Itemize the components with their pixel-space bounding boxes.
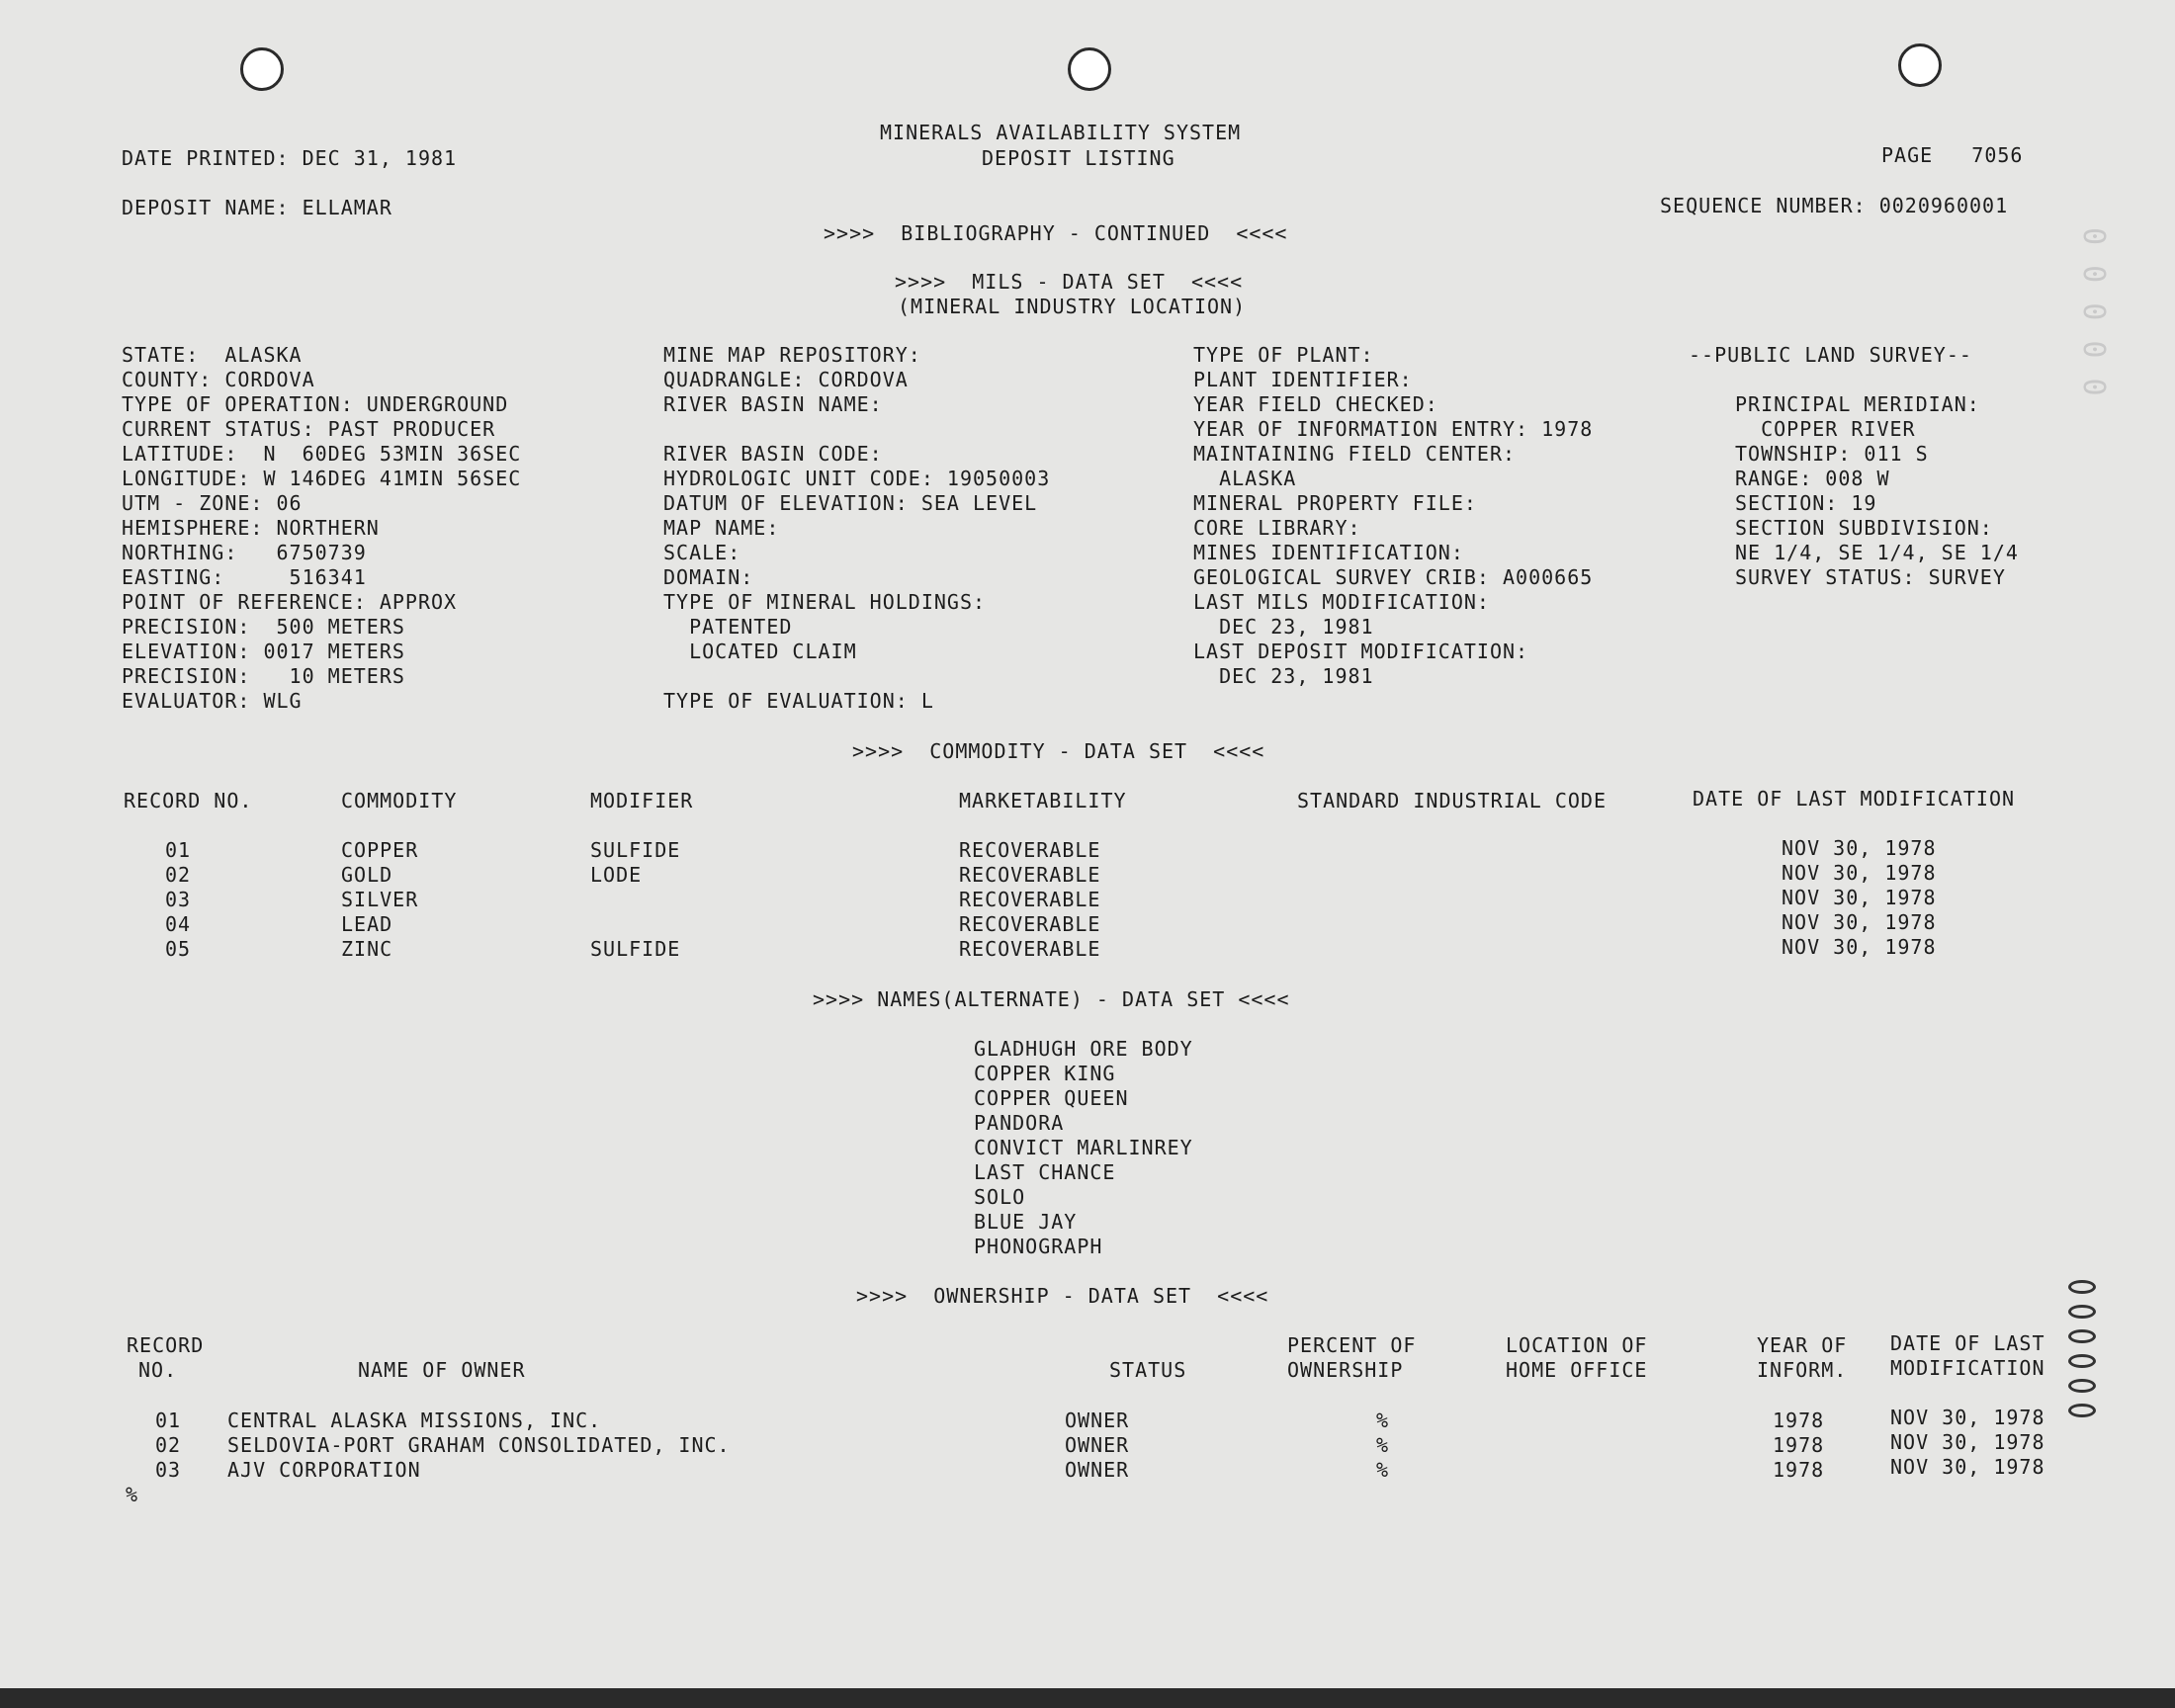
table-cell: CENTRAL ALASKA MISSIONS, INC. [227, 1409, 602, 1432]
mils-line: RIVER BASIN CODE: [663, 442, 883, 466]
survey-line: RANGE: 008 W [1735, 467, 1890, 490]
mils-line [663, 417, 1050, 442]
survey-line: SECTION SUBDIVISION: [1735, 516, 1993, 540]
mils-line: RIVER BASIN NAME: [663, 392, 883, 416]
mils-line: STATE: ALASKA [122, 343, 303, 367]
table-cell: NOV 30, 1978 [1782, 910, 1937, 934]
ownership-date-column [1890, 1406, 2045, 1480]
system-title: MINERALS AVAILABILITY SYSTEM [880, 121, 1242, 144]
table-cell: AJV CORPORATION [227, 1458, 421, 1482]
table-cell: 03 [155, 1458, 182, 1482]
mils-line: YEAR OF INFORMATION ENTRY: 1978 [1193, 417, 1594, 441]
table-cell: NOV 30, 1978 [1782, 861, 1937, 885]
table-cell: NOV 30, 1978 [1782, 935, 1937, 959]
mils-line: PRECISION: 10 METERS [122, 664, 405, 688]
table-cell: 04 [165, 912, 192, 936]
ownership-name-column [227, 1409, 731, 1483]
table-cell: NOV 30, 1978 [1890, 1406, 2045, 1429]
mils-line [663, 664, 1050, 689]
table-cell: 1978 [1773, 1409, 1825, 1432]
mils-line: COUNTY: CORDOVA [122, 368, 315, 391]
mils-line: HYDROLOGIC UNIT CODE: 19050003 [663, 467, 1051, 490]
names-heading: >>>> NAMES(ALTERNATE) - DATA SET <<<< [813, 987, 1290, 1011]
mils-subheading: (MINERAL INDUSTRY LOCATION) [898, 295, 1247, 318]
table-cell: RECOVERABLE [959, 912, 1101, 936]
mils-line: PRECISION: 500 METERS [122, 615, 405, 639]
ownership-header-no: NO. [138, 1358, 178, 1382]
table-cell: 02 [155, 1433, 182, 1457]
table-cell: 1978 [1773, 1458, 1825, 1482]
footer-percent-mark: % [126, 1483, 139, 1506]
table-cell: RECOVERABLE [959, 888, 1101, 911]
mils-line: PLANT IDENTIFIER: [1193, 368, 1413, 391]
table-cell: COPPER [341, 838, 419, 862]
list-item: CONVICT MARLINREY [974, 1136, 1193, 1159]
punch-hole-right [1898, 43, 1942, 87]
commodity-header-modifier: MODIFIER [590, 789, 694, 812]
list-item: COPPER KING [974, 1062, 1116, 1085]
commodity-record-column [165, 838, 191, 962]
mils-line: MINES IDENTIFICATION: [1193, 541, 1464, 564]
survey-line: TOWNSHIP: 011 S [1735, 442, 1929, 466]
punch-hole-left [240, 47, 284, 91]
bibliography-heading: >>>> BIBLIOGRAPHY - CONTINUED <<<< [824, 221, 1288, 245]
ownership-record-column [155, 1409, 181, 1483]
mils-line: TYPE OF MINERAL HOLDINGS: [663, 590, 987, 614]
table-cell: NOV 30, 1978 [1890, 1430, 2045, 1454]
table-cell: NOV 30, 1978 [1782, 886, 1937, 909]
list-item: PANDORA [974, 1111, 1065, 1135]
ownership-header-name: NAME OF OWNER [358, 1358, 526, 1382]
mils-line: MAINTAINING FIELD CENTER: [1193, 442, 1517, 466]
mils-line: YEAR FIELD CHECKED: [1193, 392, 1438, 416]
table-cell: 1978 [1773, 1433, 1825, 1457]
mils-line: LATITUDE: N 60DEG 53MIN 36SEC [122, 442, 522, 466]
mils-line: SCALE: [663, 541, 741, 564]
table-cell: NOV 30, 1978 [1890, 1455, 2045, 1479]
mils-line: DEC 23, 1981 [1193, 664, 1374, 688]
table-cell [590, 912, 680, 937]
margin-ink-mark [2068, 1305, 2096, 1319]
table-cell: RECOVERABLE [959, 863, 1101, 887]
list-item: COPPER QUEEN [974, 1086, 1129, 1110]
table-cell: ZINC [341, 937, 393, 961]
margin-ink-mark [2068, 1354, 2096, 1368]
ownership-header-date: DATE OF LAST [1890, 1331, 2045, 1355]
mils-line: DEC 23, 1981 [1193, 615, 1374, 639]
mils-line: CORE LIBRARY: [1193, 516, 1361, 540]
margin-ink-mark [2068, 1404, 2096, 1417]
ownership-header-year: YEAR OF [1757, 1333, 1848, 1357]
table-cell: OWNER [1065, 1458, 1130, 1482]
commodity-name-column [341, 838, 418, 962]
table-cell: LEAD [341, 912, 393, 936]
mils-line: TYPE OF EVALUATION: L [663, 689, 934, 713]
survey-line: PRINCIPAL MERIDIAN: [1735, 392, 1980, 416]
table-cell: GOLD [341, 863, 393, 887]
mils-line: LONGITUDE: W 146DEG 41MIN 56SEC [122, 467, 522, 490]
ownership-header-office: HOME OFFICE [1506, 1358, 1648, 1382]
table-cell: 03 [165, 888, 192, 911]
table-cell: 02 [165, 863, 192, 887]
page-number: PAGE 7056 [1881, 143, 2024, 167]
list-item: PHONOGRAPH [974, 1235, 1103, 1258]
ownership-percent-column [1376, 1409, 1389, 1483]
mils-heading: >>>> MILS - DATA SET <<<< [895, 270, 1244, 294]
list-item: BLUE JAY [974, 1210, 1078, 1234]
ownership-year-column [1773, 1409, 1824, 1483]
mils-line: GEOLOGICAL SURVEY CRIB: A000665 [1193, 565, 1594, 589]
commodity-heading: >>>> COMMODITY - DATA SET <<<< [852, 739, 1265, 763]
mils-line: DATUM OF ELEVATION: SEA LEVEL [663, 491, 1038, 515]
mils-line: POINT OF REFERENCE: APPROX [122, 590, 458, 614]
survey-line: NE 1/4, SE 1/4, SE 1/4 [1735, 541, 2019, 564]
ownership-header-ownership: OWNERSHIP [1287, 1358, 1404, 1382]
ownership-header-inform: INFORM. [1757, 1358, 1848, 1382]
ownership-header-percent: PERCENT OF [1287, 1333, 1417, 1357]
ownership-status-column [1065, 1409, 1129, 1483]
table-cell: % [1376, 1409, 1390, 1432]
table-cell: OWNER [1065, 1409, 1130, 1432]
table-cell: RECOVERABLE [959, 838, 1101, 862]
list-item: SOLO [974, 1185, 1026, 1209]
table-cell: % [1376, 1458, 1390, 1482]
list-item: LAST CHANCE [974, 1160, 1116, 1184]
table-cell: RECOVERABLE [959, 937, 1101, 961]
mils-line: MINERAL PROPERTY FILE: [1193, 491, 1477, 515]
table-cell: SILVER [341, 888, 419, 911]
mils-line: EASTING: 516341 [122, 565, 367, 589]
commodity-header-marketability: MARKETABILITY [959, 789, 1127, 812]
mils-line: ALASKA [1193, 467, 1297, 490]
margin-stamp-mark: 0 0 0 0 0 [2076, 227, 2111, 397]
survey-line: COPPER RIVER [1735, 417, 1916, 441]
deposit-name: DEPOSIT NAME: ELLAMAR [122, 196, 392, 219]
table-cell: % [1376, 1433, 1390, 1457]
table-cell: OWNER [1065, 1433, 1130, 1457]
mils-line: DOMAIN: [663, 565, 754, 589]
commodity-header-date: DATE OF LAST MODIFICATION [1693, 787, 2016, 811]
mils-line: MAP NAME: [663, 516, 780, 540]
table-cell: 01 [155, 1409, 182, 1432]
punch-hole-center [1068, 47, 1111, 91]
margin-ink-mark [2068, 1379, 2096, 1393]
list-item: GLADHUGH ORE BODY [974, 1037, 1193, 1061]
commodity-modifier-column [590, 838, 680, 962]
table-cell: SULFIDE [590, 838, 681, 862]
table-cell: SELDOVIA-PORT GRAHAM CONSOLIDATED, INC. [227, 1433, 731, 1457]
table-cell: LODE [590, 863, 643, 887]
commodity-market-column [959, 838, 1100, 962]
mils-line: EVALUATOR: WLG [122, 689, 303, 713]
mils-map-column [663, 343, 1050, 714]
survey-line: SURVEY STATUS: SURVEY [1735, 565, 2006, 589]
alternate-names-list [974, 1037, 1193, 1259]
public-land-survey-title: --PUBLIC LAND SURVEY-- [1689, 343, 1972, 367]
table-cell: 05 [165, 937, 192, 961]
ownership-header-location: LOCATION OF [1506, 1333, 1648, 1357]
mils-line: PATENTED [663, 615, 793, 639]
ownership-header-status: STATUS [1109, 1358, 1187, 1382]
ownership-header-record: RECORD [127, 1333, 205, 1357]
mils-location-column [122, 343, 521, 714]
mils-line: MINE MAP REPOSITORY: [663, 343, 921, 367]
margin-ink-mark [2068, 1280, 2096, 1294]
commodity-header-record: RECORD NO. [124, 789, 253, 812]
table-cell: 01 [165, 838, 192, 862]
mils-line: TYPE OF OPERATION: UNDERGROUND [122, 392, 509, 416]
commodity-header-sic: STANDARD INDUSTRIAL CODE [1297, 789, 1607, 812]
mils-line: LOCATED CLAIM [663, 640, 857, 663]
mils-line: ELEVATION: 0017 METERS [122, 640, 405, 663]
commodity-date-column [1782, 836, 1937, 960]
mils-plant-column [1193, 343, 1593, 689]
mils-line: QUADRANGLE: CORDOVA [663, 368, 909, 391]
mils-line: LAST DEPOSIT MODIFICATION: [1193, 640, 1529, 663]
listing-title: DEPOSIT LISTING [982, 146, 1175, 170]
mils-line: HEMISPHERE: NORTHERN [122, 516, 380, 540]
ownership-header-modification: MODIFICATION [1890, 1356, 2045, 1380]
mils-line: CURRENT STATUS: PAST PRODUCER [122, 417, 496, 441]
ownership-heading: >>>> OWNERSHIP - DATA SET <<<< [856, 1284, 1269, 1308]
mils-line: NORTHING: 6750739 [122, 541, 367, 564]
mils-line: LAST MILS MODIFICATION: [1193, 590, 1490, 614]
survey-line: SECTION: 19 [1735, 491, 1877, 515]
date-printed: DATE PRINTED: DEC 31, 1981 [122, 146, 458, 170]
sequence-number: SEQUENCE NUMBER: 0020960001 [1660, 194, 2009, 217]
table-cell: SULFIDE [590, 937, 681, 961]
margin-ink-mark [2068, 1329, 2096, 1343]
commodity-header-commodity: COMMODITY [341, 789, 458, 812]
public-land-survey-column [1735, 392, 2019, 590]
table-cell [590, 888, 680, 912]
mils-line: TYPE OF PLANT: [1193, 343, 1374, 367]
mils-line: UTM - ZONE: 06 [122, 491, 303, 515]
table-cell: NOV 30, 1978 [1782, 836, 1937, 860]
